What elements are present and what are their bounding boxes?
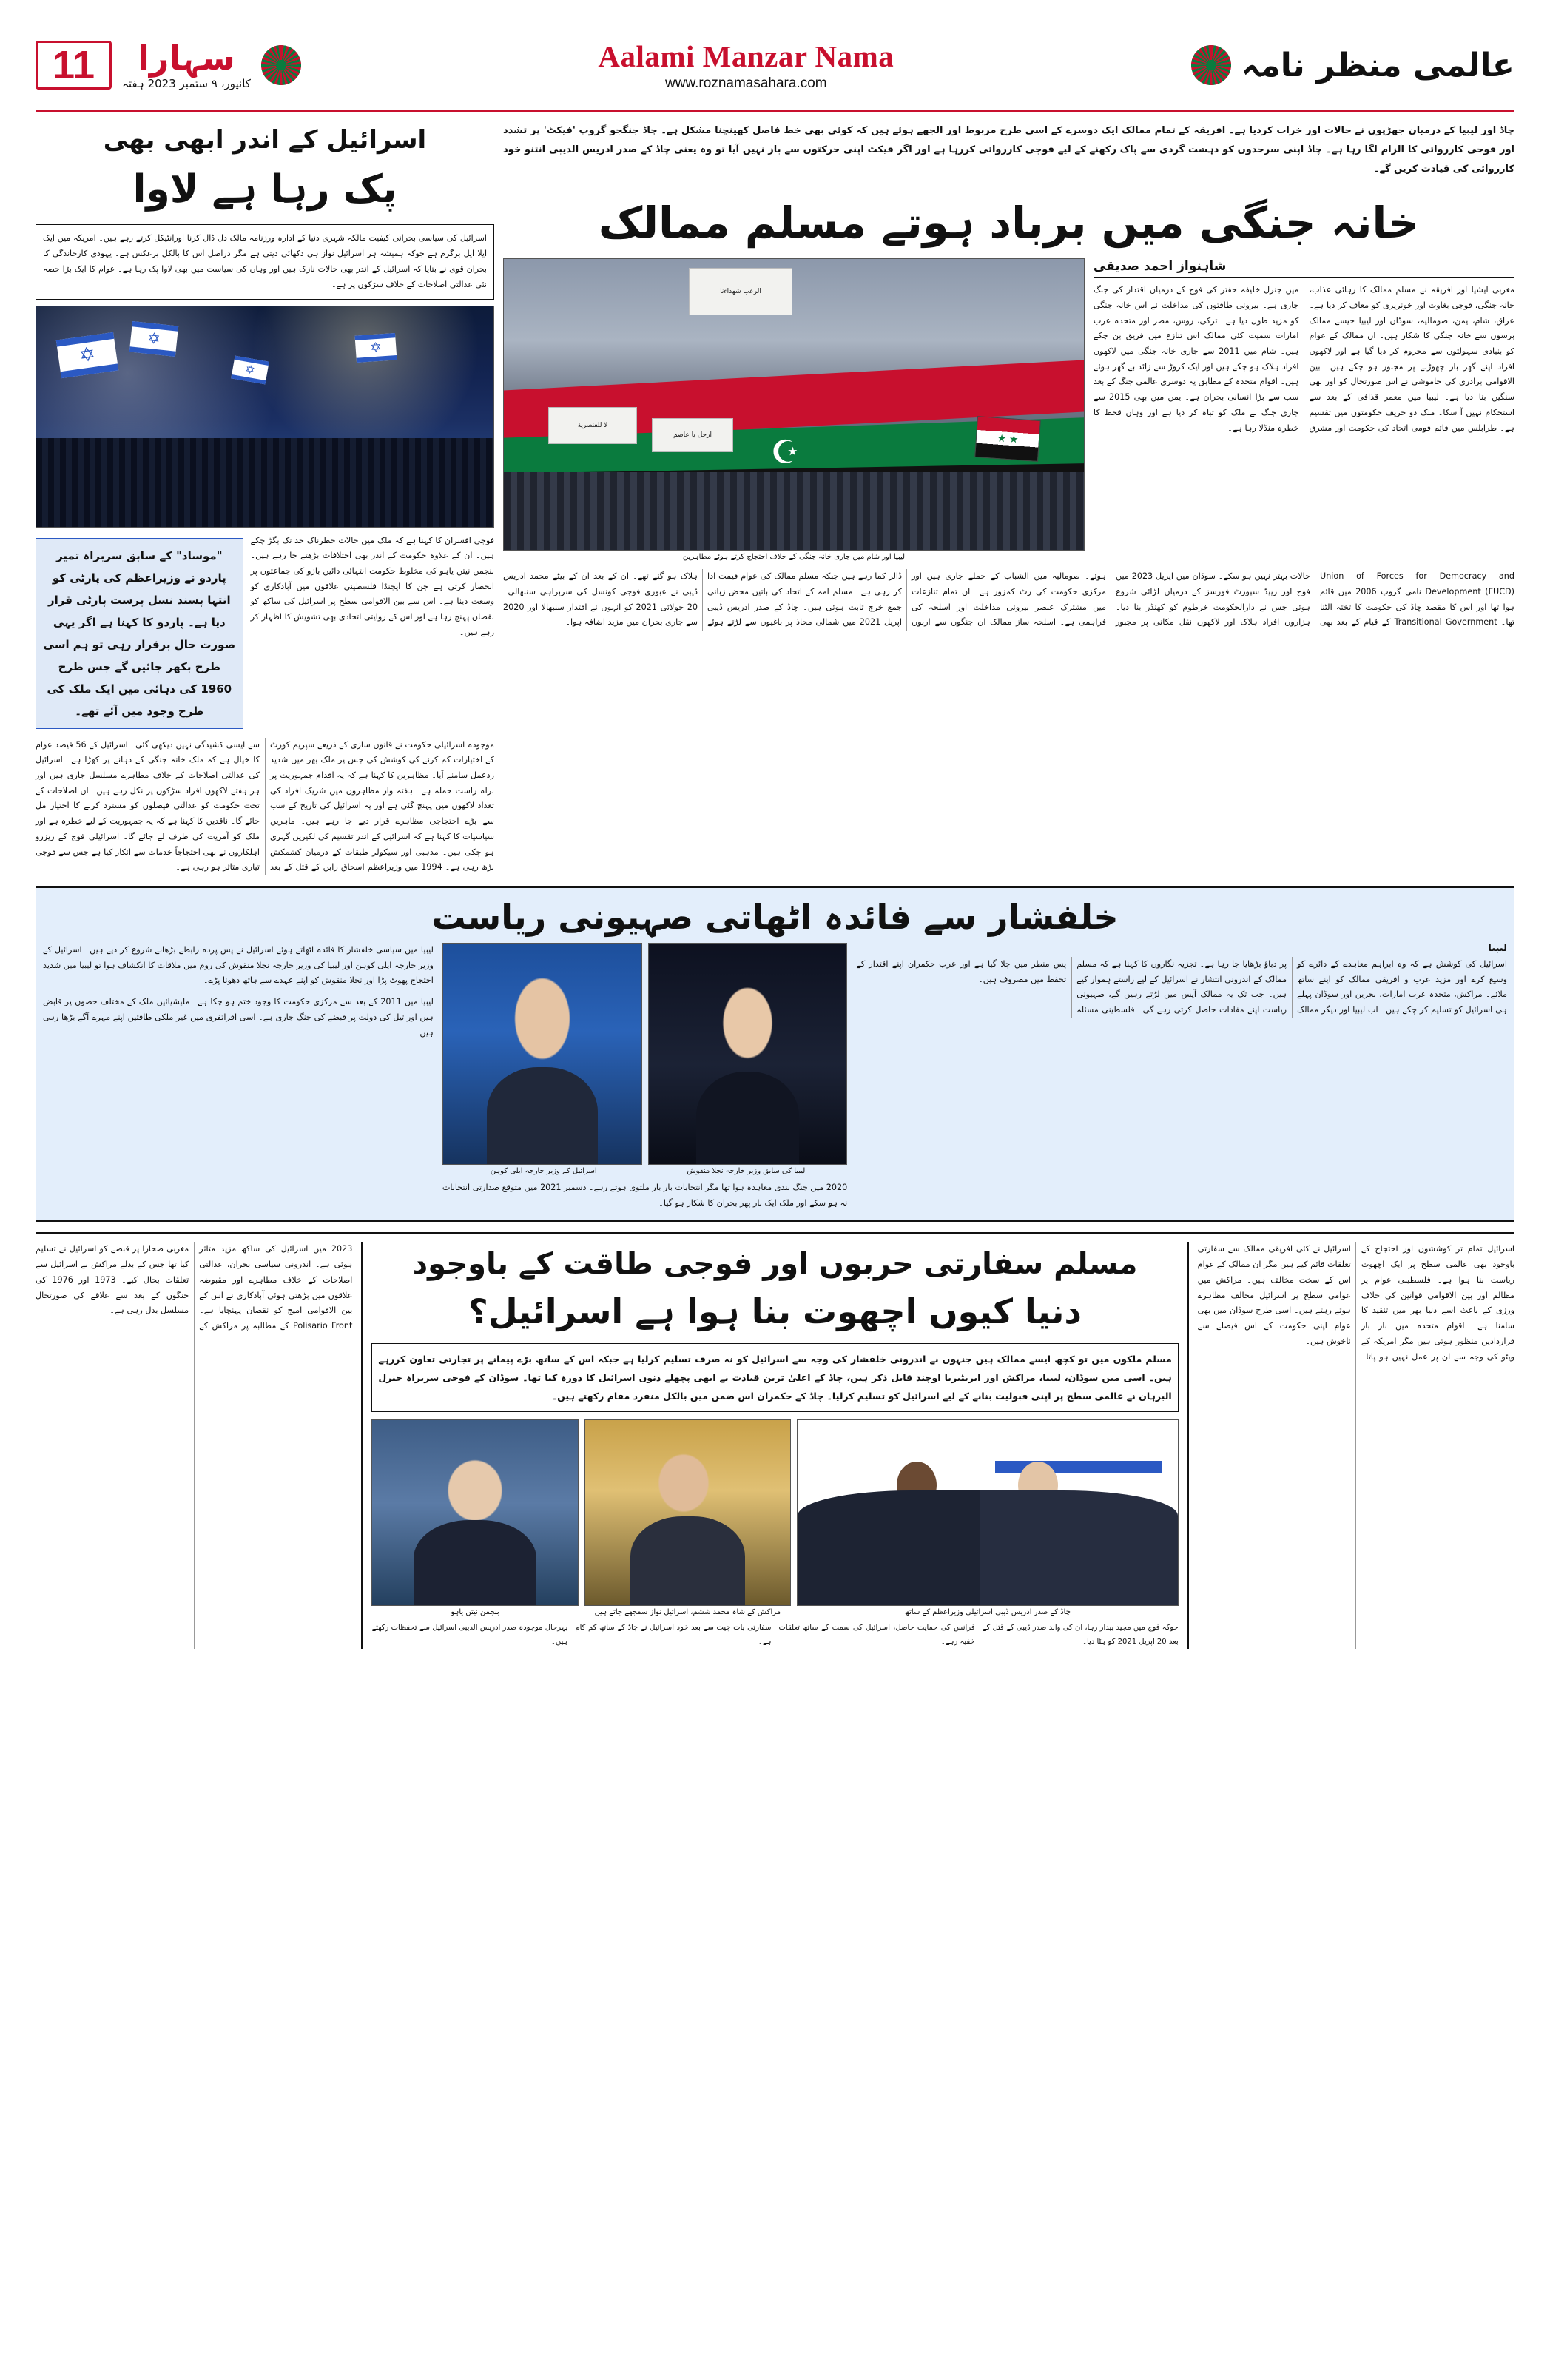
photo-deby-netanyahu-handshake: [797, 1419, 1179, 1606]
boycott-foot-1: بہرحال موجودہ صدر ادریس الدیبی اسرائیل سے تحفظات رکھتے ہیں۔: [371, 1624, 568, 1646]
boycott-headline-line2: دنیا کیوں اچھوت بنا ہوا ہے اسرائیل؟: [468, 1291, 1082, 1332]
zionist-columns: [856, 957, 1507, 1018]
muslim-byline: شاہنواز احمد صدیقی: [1094, 258, 1514, 278]
masthead-center: [301, 38, 1191, 92]
boycott-foot-4: جوکہ فوج میں مجید بیدار رہا، ان کی والد صدر ڈیبی کے قتل کے بعد 20 اپریل 2021 کو ہٹا دیا۔: [982, 1624, 1179, 1646]
article-boycott: [36, 1232, 1514, 1649]
muslim-kicker: چاڈ اور لیبیا کے درمیان جھڑپوں نے حالات اور خراب کردیا ہے۔ افریقہ کے تمام ممالک ایک دوسرے کے اسی طرح مربوط اور الجھے ہوئے ہیں کہ کوئی بھی خط فاصل کھینچنا مشکل ہے۔ چاڈ جنگجو گروپ 'فیکٹ' پر تشدد اور فوجی کارروائی کا الزام لگا رہا ہے۔ چاڈ اپنی سرحدوں کو دہشت گردی سے پاک رکھنے کے لیے فوجی کارروائی کررہا ہے اور اگر فیکٹ اپنی حرکتوں سے باز نہیں آیا تو وہ یعنی چاڈ کے صدر ادریس الدیبی انتنو خود کارروائی کی قیادت کریں گے۔: [503, 125, 1514, 175]
muslim-headline: خانہ جنگی میں برباد ہوتے مسلم ممالک: [598, 198, 1420, 248]
boycott-col-left-1: 2023 میں اسرائیل کی ساکھ مزید متاثر ہوئی ہے۔ اندرونی سیاسی بحران، عدالتی اصلاحات کے خلاف مظاہرے اور مقبوضہ علاقوں میں بڑھتی ہوئی آبادکاری نے اس کے بین الاقوامی امیج کو نقصان پہنچایا ہے۔: [199, 1244, 353, 1316]
caption-king-mohammed-vi: مراکش کے شاہ محمد ششم، اسرائیل نواز سمجھے جاتے ہیں: [594, 1608, 781, 1617]
portrait-eli-cohen: [442, 943, 642, 1165]
israel-col-3: ماہرین سیاسیات کا کہنا ہے کہ اسرائیل کے اندر تقسیم کی لکیریں گہری ہو چکی ہیں۔ مذہبی اور سیکولر طبقات کے درمیان کشمکش بڑھ رہی ہے۔ 1994 میں وزیراعظم اسحاق رابن کے قتل کے بعد سے ایسی کشیدگی نہیں دیکھی گئی۔ اسرائیل کے 56 فیصد عوام کا خیال ہے کہ ملک خانہ جنگی کے دہانے پر کھڑا ہے۔: [36, 739, 495, 873]
zionist-portraits: [442, 943, 847, 1165]
boycott-headline-line1: مسلم سفارتی حربوں اور فوجی طاقت کے باوجود: [412, 1247, 1138, 1282]
israel-body: اسرائیل کی عدالتی اصلاحات کے خلاف مظاہرے مسلسل جاری ہیں اور ہر ہفتے لاکھوں افراد سڑکوں پر نکل رہے ہیں۔ ان اصلاحات کے تحت حکومت کو عدالتی فیصلوں کو مسترد کرنے کا اختیار مل جائے گا۔ ناقدین کا کہنا ہے کہ یہ جمہوریت کے لیے خطرہ ہے اور ملک کو آمریت کی طرف لے جائے گا۔ اسرائیلی فوج کے ریزرو اہلکاروں نے بھی احتجاجاً خدمات سے انکار کیا ہے جس سے فوجی تیاری متاثر ہو رہی ہے۔: [36, 755, 260, 873]
section-title-ur: عالمی منظر نامہ: [1241, 46, 1514, 84]
muslim-lower-columns: [503, 569, 1514, 631]
muslim-col-d: سوڈان میں اپریل 2023 میں فوج اور ریپڈ سپورٹ فورسز کے درمیان لڑائی شروع ہوئی جس نے دارالحکومت خرطوم کو کھنڈر بنا دیا۔ ہزاروں افراد ہلاک اور لاکھوں نقل مکانی پر مجبور ہوئے۔ صومالیہ میں الشباب کے حملے جاری ہیں اور مرکزی حکومت کی رٹ کمزور ہے۔: [912, 571, 1310, 628]
page-number: 11: [36, 41, 112, 90]
issue-date: کانپور، ۹ ستمبر 2023 ہفتہ: [122, 77, 251, 90]
muslim-col-c: شام میں 2011 سے جاری خانہ جنگی میں لاکھوں افراد ہلاک ہو چکے ہیں اور ایک کروڑ سے زائد بے گھر ہوئے ہیں۔ اقوام متحدہ کے مطابق یہ دوسری عالمی جنگ کے بعد سب سے بڑا انسانی بحران ہے۔ یمن میں بھی 2015 سے جاری جنگ نے ملک کو تباہ کر دیا ہے اور وہاں قحط کا خطرہ منڈلا رہا ہے۔: [1093, 346, 1299, 433]
muslim-col-f: Union of Forces for Democracy and Development (FUCD) نامی گروپ 2006 میں قائم ہوا تھا اور اس کا مقصد چاڈ کی حکومت کا تختہ الٹنا تھا۔ Transitional Government کے قیام کے بعد بھی حالات بہتر نہیں ہو سکے۔: [1218, 571, 1515, 628]
zionist-col-5: 2020 میں جنگ بندی معاہدہ ہوا تھا مگر انتخابات بار بار ملتوی ہوتے رہے۔ دسمبر 2021 میں متوقع صدارتی انتخابات نہ ہو سکے اور ملک ایک بار پھر بحران کا شکار ہو گیا۔: [442, 1183, 848, 1208]
boycott-foot-2: سفارتی بات چیت سے بعد خود اسرائیل نے چاڈ کے ساتھ کم کام ہے۔: [575, 1624, 772, 1646]
divider: [361, 1242, 363, 1649]
top-section: [36, 121, 1514, 875]
israel-protest-photo: [36, 306, 494, 528]
masthead-left: [36, 38, 301, 90]
placard: ارحل يا عاصم: [652, 418, 733, 452]
muslim-col-b: لیبیا میں معمر قذافی کے بعد سے استحکام نہیں آ سکا۔ ملک دو حریف حکومتوں میں تقسیم ہے۔ طرابلس میں قائم قومی اتحاد کی حکومت اور مشرق میں جنرل خلیفہ حفتر کی فوج کے درمیان اقتدار کی جنگ جاری ہے۔ بیرونی طاقتوں کی مداخلت نے اس خانہ جنگی کو مزید طول دیا ہے۔ ترکی، روس، مصر اور متحدہ عرب امارات سمیت کئی ممالک اس تنازع میں فریق بن چکے ہیں۔: [1093, 285, 1514, 433]
zionist-col-4: لیبیا میں 2011 کے بعد سے مرکزی حکومت کا وجود ختم ہو چکا ہے۔ ملیشیائیں ملک کے مختلف حصوں پر قابض ہیں اور تیل کی دولت پر قبضے کی جنگ جاری ہے۔ اسی افراتفری میں غیر ملکی طاقتیں اپنے مہرے آگے بڑھا رہی ہیں۔: [43, 997, 434, 1038]
israel-body-columns: [36, 738, 494, 875]
photo-netanyahu: [371, 1419, 578, 1606]
boycott-photo-row: [371, 1419, 1178, 1618]
israel-headline-line1: اسرائیل کے اندر ابھی بھی: [103, 125, 427, 155]
caption-deby-netanyahu: چاڈ کے صدر ادریس ڈیبی اسرائیلی وزیراعظم کے ساتھ: [904, 1608, 1071, 1617]
zionist-col-1: لیبیا میں سیاسی خلفشار کا فائدہ اٹھاتے ہوئے اسرائیل نے پس پردہ رابطے بڑھانے شروع کر دیے ہیں۔ اسرائیل کے وزیر خارجہ ایلی کوہن اور لیبیا کی وزیر خارجہ نجلا منقوش کی روم میں ملاقات کا انکشاف ہوا تو لیبیا میں شدید احتجاج پھوٹ پڑا اور نجلا منقوش کو اپنے عہدے سے ہاتھ دھونا پڑے۔: [43, 945, 434, 986]
rosette-icon: [1191, 45, 1231, 85]
israel-headline: [36, 121, 494, 218]
boycott-col-right-1: اسرائیل تمام تر کوششوں اور احتجاج کے باوجود بھی عالمی سطح پر ایک اچھوت ریاست بنا ہوا ہے۔ فلسطینی عوام پر مظالم اور بین الاقوامی قوانین کی خلاف ورزی کے باعث اسے دنیا بھر میں تنقید کا سامنا ہے۔ اقوام متحدہ میں بار بار قراردادیں منظور ہوتی ہیں مگر امریکہ کے ویٹو کی وجہ سے ان پر عمل نہیں ہو پاتا۔: [1361, 1244, 1515, 1362]
boycott-right-columns: [1198, 1242, 1514, 1649]
article-muslim-countries: [503, 121, 1514, 875]
israel-headline-line2: پک رہا ہے لاوا: [132, 167, 397, 212]
boycott-headline: [371, 1242, 1178, 1337]
caption-najla-mangoush: لیبیا کی سابق وزیر خارجہ نجلا منقوش: [687, 1167, 806, 1176]
boycott-foot-3: فرانس کی حمایت حاصل، اسرائیل کی سمت کے ساتھ تعلقات خفیہ رہے۔: [778, 1624, 975, 1646]
portrait-najla-mangoush: [648, 943, 848, 1165]
caption-netanyahu: بنجمن نیتن یاہو: [451, 1608, 499, 1617]
israel-col-1: فوجی افسران کا کہنا ہے کہ ملک میں حالات خطرناک حد تک بگڑ چکے ہیں۔ ان کے علاوہ حکومت کے اندر بھی اختلافات بڑھتے جا رہے ہیں۔ بنجمن نیتن یاہو کی مخلوط حکومت انتہائی دائیں بازو کی جماعتوں پر انحصار کرتی ہے جن کا ایجنڈا فلسطینی علاقوں میں آبادکاری کو وسعت دینا ہے۔ اس سے بین الاقوامی سطح پر اسرائیل کی ساکھ کو نقصان پہنچ رہا ہے اور اس کے روایتی اتحادی بھی تشویش کا اظہار کر رہے ہیں۔: [250, 535, 494, 637]
zionist-label: لیبیا: [1488, 943, 1507, 955]
zionist-headline: خلفشار سے فائدہ اٹھاتی صہیونی ریاست: [431, 897, 1119, 938]
masthead-right: [1191, 45, 1514, 85]
israel-lead: اسرائیل کی سیاسی بحرانی کیفیت مالکہ شہری دنیا کے ادارہ ورزنامہ مالک دل ڈال کرنا اورانٹیکل کرتے رہے ہیں۔ امریکہ میں ایک ایلا ایل برگرم ہے جوکہ ہمیشہ ہر اسرائیل نواز ہی دکھائی دیتی ہے مگر دراصل اس کا بالکل برعکس ہے۔ یہودی کارخاندگی کا بحران قوی نے بتایا کہ اسرائیل کے اندر بھی حالات نازک ہیں اور وہاں کی سیاست میں بھی لاوا پک رہا ہے۔ عوام کا ایک بڑا حصہ نئی عدالتی اصلاحات کے خلاف سڑکوں پر ہے۔: [36, 224, 494, 300]
article-israel: [36, 121, 494, 875]
rosette-icon: [261, 45, 301, 85]
masthead: [36, 25, 1514, 112]
placard: الرعب شهداءنا: [689, 268, 792, 315]
logo-urdu-text: سہارا: [138, 38, 235, 78]
boycott-lead: مسلم ملکوں میں تو کچھ ایسے ممالک ہیں جنہوں نے اندرونی خلفشار کی وجہ سے اسرائیل کو نہ صرف تسلیم کرلیا ہے جبکہ اس کے ساتھ بڑے پیمانے پر تجارتی تعاون کررہے ہیں۔ اسی میں سوڈان، لیبیا، مراکش اور ایریٹیریا اوچند قابل ذکر ہیں، چاڈ کے اعلیٰ ترین قیادت نے ابھی پچھلے دنوں اسرائیل کا دورہ کیا تھا۔ سوڈان کے فوجی سربراہ جنرل البرہان نے عالمی سطح پر اپنی قبولیت بنانے کے لیے اسرائیل کو تسلیم کرلیا۔ چاڈ کے حکمران اس ضمن میں بالکل منفرد مقام رکھتے ہیں۔: [371, 1343, 1178, 1412]
website-url[interactable]: www.roznamasahara.com: [665, 75, 827, 91]
israel-pullquote: "موساد" کے سابق سربراہ تمیر پاردو نے وزیراعظم کی پارٹی کو انتہا پسند نسل پرست پارٹی قرار دیا ہے۔ پاردو کا کہنا ہے اگر یہی صورت حال برقرار رہی تو ہم اسی طرح بکھر جائیں گے جس طرح 1960 کی دہائی میں ایک ملک کی طرح وجود میں آئے تھے۔: [36, 538, 243, 729]
publication-logo: [122, 38, 251, 90]
boycott-col-right-2: اسرائیل نے کئی افریقی ممالک سے سفارتی تعلقات قائم کیے ہیں مگر ان ممالک کے عوام اس کے سخت مخالف ہیں۔ مراکش میں عوامی سطح پر اسرائیل مخالف مظاہرے ہوتے رہتے ہیں۔ اسی طرح سوڈان میں بھی عوام اپنی حکومت کے اس فیصلے سے ناخوش ہیں۔: [1197, 1244, 1351, 1346]
caption-eli-cohen: اسرائیل کے وزیر خارجہ ایلی کوہن: [490, 1167, 597, 1176]
israel-col-2: موجودہ اسرائیلی حکومت نے قانون سازی کے ذریعے سپریم کورٹ کے اختیارات کم کرنے کی کوشش کی جس پر ملک بھر میں شدید ردعمل سامنے آیا۔ مظاہرین کا کہنا ہے کہ یہ اقدام جمہوریت پر براہ راست حملہ ہے۔ ہفتہ وار مظاہروں میں شریک افراد کی تعداد لاکھوں میں پہنچ گئی ہے اور یہ اسرائیل کی تاریخ کے سب سے بڑے احتجاجی مظاہرے قرار دیے جا رہے ہیں۔: [270, 739, 495, 827]
divider: [1187, 1242, 1189, 1649]
libya-photo-caption: لیبیا اور شام میں جاری خانہ جنگی کے خلاف احتجاج کرتے ہوئے مظاہرین: [682, 553, 906, 562]
article-zionist: [36, 886, 1514, 1222]
photo-king-mohammed-vi: [584, 1419, 791, 1606]
zionist-col-3: تجزیہ نگاروں کا کہنا ہے کہ مسلم ممالک کے اندرونی انتشار نے اسرائیل کے لیے راستے ہموار کیے ہیں۔ جب تک یہ ممالک آپس میں لڑتے رہیں گے، صہیونی ریاست اپنے مفادات حاصل کرتی رہے گی۔ فلسطینی مسئلہ پس منظر میں چلا گیا ہے اور عرب حکمران اپنے اقتدار کے تحفظ میں مصروف ہیں۔: [856, 959, 1287, 1015]
section-title-en: Aalami Manzar Nama: [598, 39, 894, 73]
boycott-left-columns: [36, 1242, 352, 1649]
placard: لا للعنصرية: [548, 407, 637, 444]
zionist-col-2: اسرائیل کی کوشش ہے کہ وہ ابراہم معاہدے کے دائرے کو وسیع کرے اور مزید عرب و افریقی ممالک کو اپنے ساتھ ملائے۔ مراکش، متحدہ عرب امارات، بحرین اور سوڈان پہلے ہی اسرائیل کو تسلیم کر چکے ہیں۔ اب لیبیا اور دیگر ممالک پر دباؤ بڑھایا جا رہا ہے۔: [1199, 959, 1507, 1015]
muslim-col-g: چاڈ کے صدر ادریس ڈیبی اپریل 2021 میں شمالی محاذ پر باغیوں سے لڑتے ہوئے ہلاک ہو گئے تھے۔ ان کے بعد ان کے بیٹے محمد ادریس ڈیبی نے عبوری فوجی کونسل کی سربراہی سنبھالی۔ 20 جولائی 2021 کو انہوں نے اقتدار سنبھالا اور 2020 سے جاری بحران میں مزید اضافہ ہوا۔: [503, 571, 902, 628]
muslim-col-e: ان تمام تنازعات میں مشترک عنصر بیرونی مداخلت اور اسلحہ کی فراہمی ہے۔ اسلحہ ساز ممالک ان جنگوں سے اربوں ڈالر کما رہے ہیں جبکہ مسلم ممالک کی عوام قیمت ادا کر رہی ہے۔ مسلم امہ کے اتحاد کی باتیں محض زبانی جمع خرچ ثابت ہوئی ہیں۔: [707, 571, 1106, 628]
muslim-upper-columns: [1094, 283, 1514, 436]
libya-rally-photo: ☪ الرعب شهداءنا لا للعنصرية ارحل يا عاصم ★ ★: [503, 258, 1085, 551]
muslim-col-a: مغربی ایشیا اور افریقہ نے مسلم ممالک کا رہائی عذاب، خانہ جنگی، فوجی بغاوت اور خونریزی کو معاف کر دیا ہے۔ عراق، شام، یمن، صومالیہ، سوڈان اور لیبیا جیسے ممالک برسوں سے خانہ جنگی کا شکار ہیں۔ ان ممالک کے عوام کو بنیادی سہولتوں سے محروم کر دیا گیا ہے اور لاکھوں افراد اپنے گھر بار چھوڑنے پر مجبور ہو چکے ہیں۔ بین الاقوامی برادری کی خاموشی نے اس صورتحال کو اور بھی سنگین بنا دیا ہے۔: [1309, 285, 1514, 403]
boycott-col-left-2: Polisario Front کے مطالبہ پر مراکش کے مغربی صحارا پر قبضے کو اسرائیل نے تسلیم کیا تھا جس کے بدلے مراکش نے اسرائیل سے تعلقات بحال کیے۔ 1973 اور 1976 کی جنگوں کے بعد سے علاقے کی صورتحال مسلسل بدل رہی ہے۔: [36, 1244, 353, 1331]
